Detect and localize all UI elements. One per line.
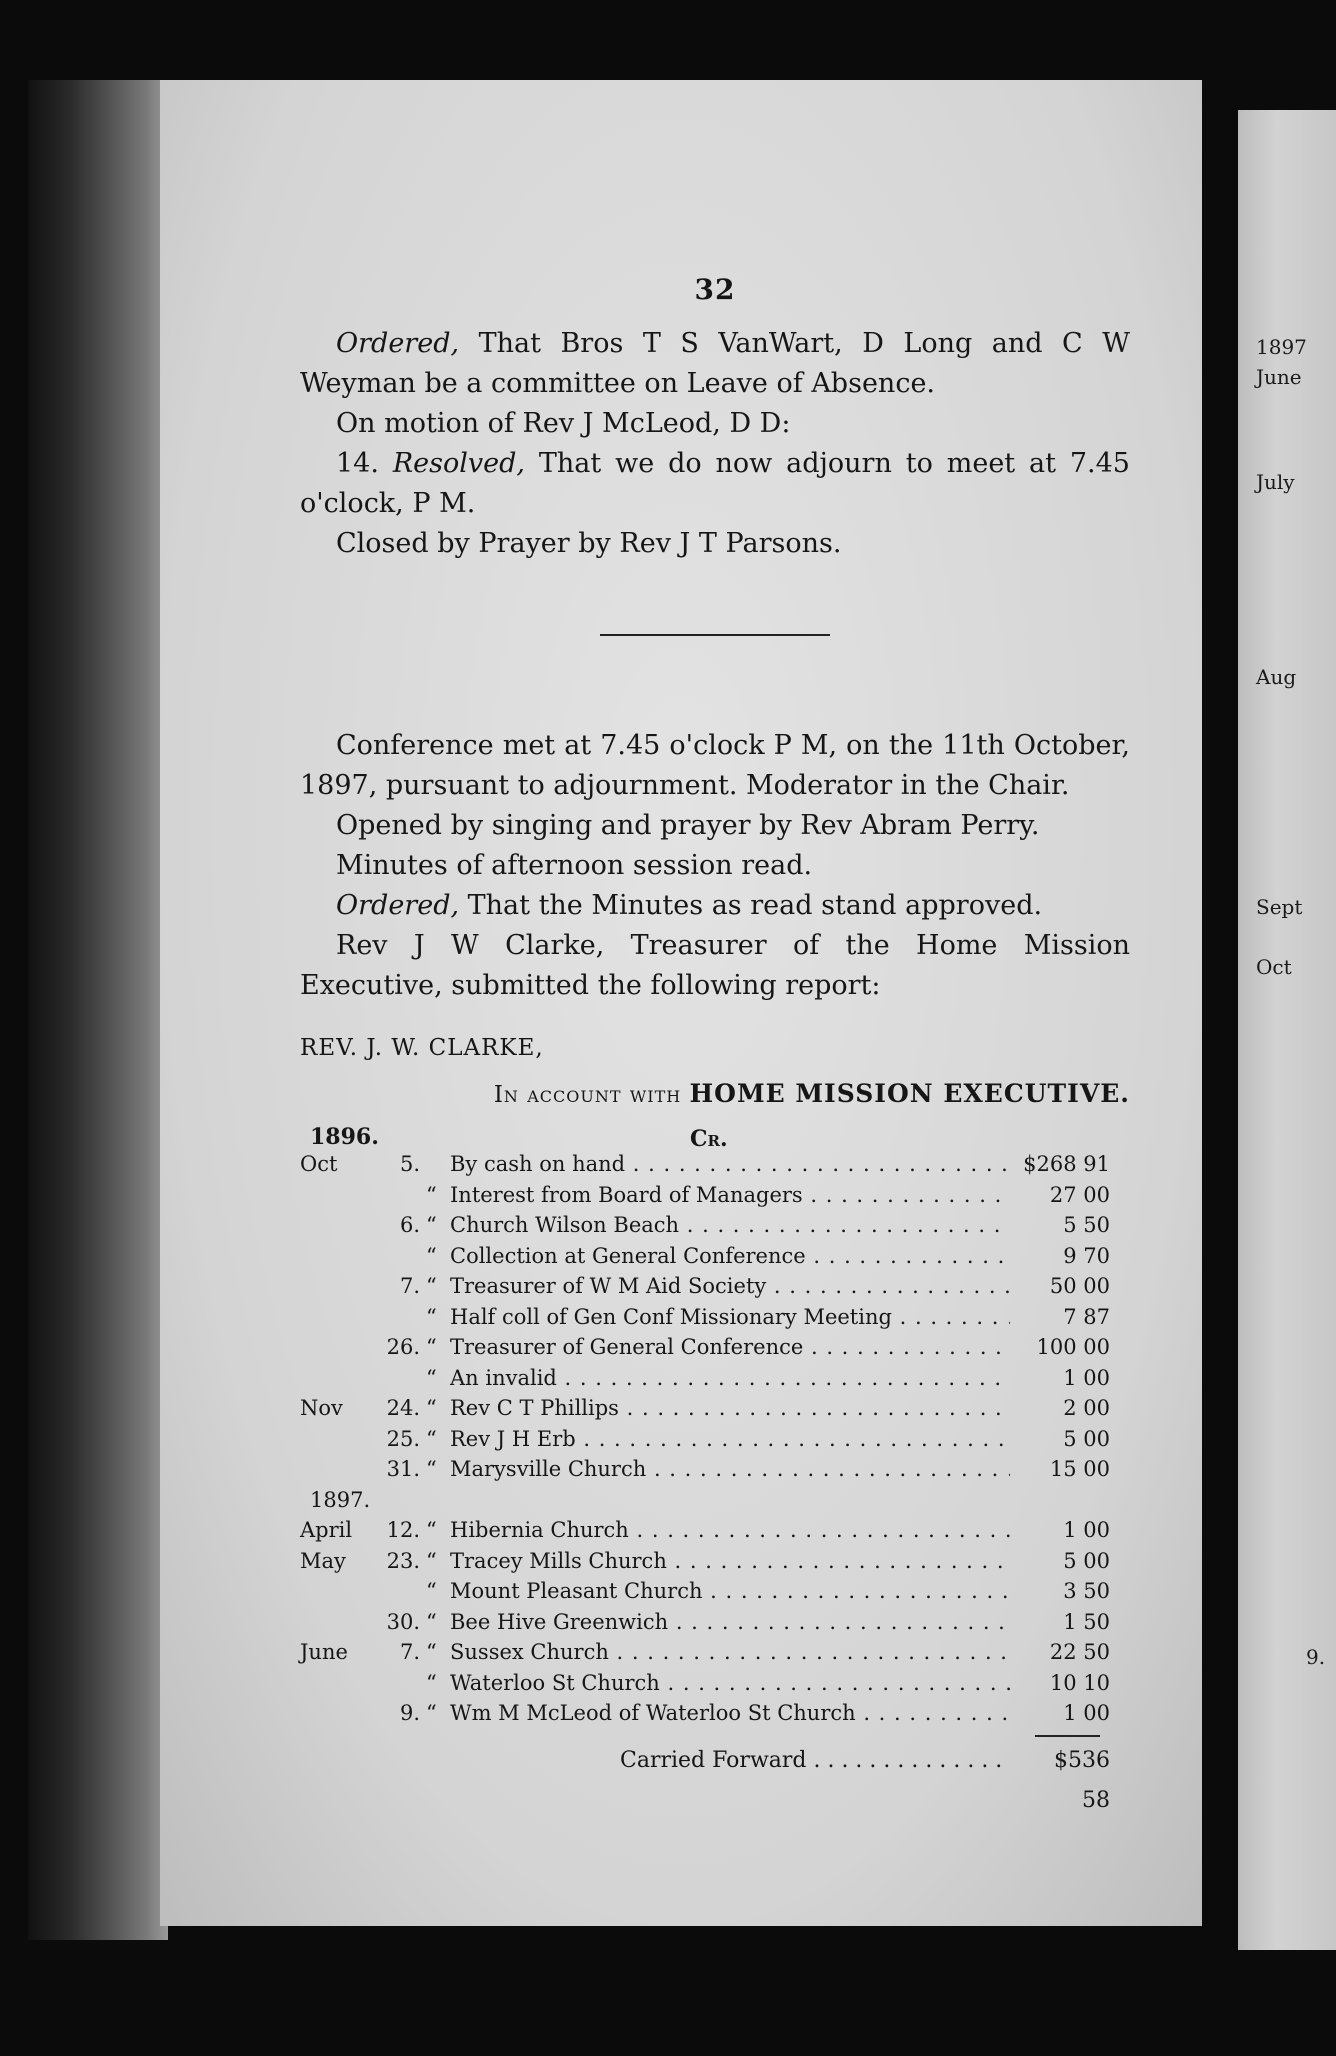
ledger-amount: 1 50 xyxy=(1063,1609,1110,1634)
account-body: HOME MISSION EXECUTIVE. xyxy=(689,1079,1130,1108)
ledger-description: Treasurer of General Conference . . . xyxy=(450,1332,1010,1363)
adjacent-fragment: June xyxy=(1256,365,1302,389)
ledger-day: 12. xyxy=(386,1518,420,1542)
ledger-total xyxy=(300,1741,1130,1813)
ledger-description: Treasurer of W M Aid Society . . . xyxy=(450,1271,1010,1302)
paragraph-text: Rev J W Clarke, Treasurer of the Home Mission Executive, submitted the following report: xyxy=(300,930,1130,1001)
adjacent-fragment: 9. xyxy=(1306,1645,1326,1669)
paragraph-treasurer-report xyxy=(300,926,1130,1006)
italic-lead: Ordered, xyxy=(336,328,460,359)
ledger-description: Waterloo St Church . . . xyxy=(450,1668,1010,1699)
ledger-day: 23. xyxy=(386,1548,420,1573)
ledger-row xyxy=(300,1241,1130,1272)
ledger-row xyxy=(300,1180,1130,1211)
paragraph-text: Conference met at 7.45 o'clock P M, on the 11th October, 1897, pursuant to adjournment. Moderator in the Chair. xyxy=(300,730,1130,801)
paragraph-text: On motion of Rev J McLeod, D D: xyxy=(336,408,791,439)
adjacent-fragment: July xyxy=(1256,470,1295,494)
ledger-row xyxy=(300,1607,1130,1638)
ledger-amount: 1 00 xyxy=(1063,1518,1110,1542)
ledger-row xyxy=(300,1576,1130,1607)
ledger-start-year: 1896. xyxy=(310,1124,379,1150)
ledger-amount: 7 87 xyxy=(1063,1304,1110,1329)
paragraph-conference-met xyxy=(300,726,1130,806)
ledger-amount: 1 00 xyxy=(1063,1701,1110,1725)
ditto-mark: “ xyxy=(426,1213,437,1237)
paragraph-motion xyxy=(300,404,1130,444)
ledger-day: 31. xyxy=(386,1457,420,1481)
ledger-month: Oct xyxy=(300,1152,338,1176)
paragraph-ordered-approved xyxy=(300,886,1130,926)
ledger-amount: 100 00 xyxy=(1036,1335,1110,1359)
ledger-month: Nov xyxy=(300,1396,343,1420)
ledger-amount: 5 00 xyxy=(1063,1426,1110,1451)
paragraph-closed xyxy=(300,524,1130,564)
total-amount: $536 58 xyxy=(1054,1747,1110,1813)
ledger-description: Marysville Church . . . xyxy=(450,1454,1010,1485)
ledger-row xyxy=(300,1363,1130,1394)
ledger-description: Mount Pleasant Church . . . xyxy=(450,1576,1010,1607)
ledger-description: Church Wilson Beach . . . xyxy=(450,1210,1010,1241)
ledger-row xyxy=(300,1454,1130,1485)
ledger-amount: 50 00 xyxy=(1049,1274,1110,1298)
adjacent-fragment: 1897 xyxy=(1256,335,1307,359)
ditto-mark: “ xyxy=(426,1182,437,1207)
ledger-description: Interest from Board of Managers . . . xyxy=(450,1180,1010,1211)
ledger-row xyxy=(300,1424,1130,1455)
italic-lead: Ordered, xyxy=(336,890,460,921)
paragraph-opened xyxy=(300,806,1130,846)
total-label: Carried Forward . . . xyxy=(620,1741,1010,1781)
ditto-mark: “ xyxy=(426,1365,437,1390)
ledger-description: An invalid . . . xyxy=(450,1363,1010,1394)
ditto-mark: “ xyxy=(426,1670,437,1695)
ledger-row xyxy=(300,1393,1130,1424)
ledger-description: Hibernia Church . . . xyxy=(450,1515,1010,1546)
ledger-amount: 5 00 xyxy=(1063,1548,1110,1573)
ditto-mark: “ xyxy=(426,1518,437,1542)
ditto-mark: “ xyxy=(426,1243,437,1268)
ledger-amount: 27 00 xyxy=(1049,1182,1110,1207)
ditto-mark: “ xyxy=(426,1609,437,1634)
ditto-mark: “ xyxy=(426,1274,437,1298)
ledger-amount: $268 91 xyxy=(1023,1152,1110,1176)
ditto-mark: “ xyxy=(426,1701,437,1725)
ledger-description: Sussex Church . . . xyxy=(450,1637,1010,1668)
paragraph-text: Minutes of afternoon session read. xyxy=(336,850,813,881)
adjacent-page-edge xyxy=(1238,110,1336,1950)
ledger-day: 9. xyxy=(399,1701,420,1725)
ledger-day: 24. xyxy=(386,1396,420,1420)
document-page xyxy=(160,80,1202,1926)
total-rule xyxy=(300,1729,1130,1741)
ledger-amount: 9 70 xyxy=(1063,1243,1110,1268)
account-prefix: In account with xyxy=(493,1082,682,1108)
ledger-amount: 10 10 xyxy=(1049,1670,1110,1695)
ledger-rows xyxy=(300,1149,1130,1729)
paragraph-text: That the Minutes as read stand approved. xyxy=(459,890,1043,921)
page-number: 32 xyxy=(694,273,736,306)
ledger-day: 30. xyxy=(386,1609,420,1634)
ledger-row xyxy=(300,1149,1130,1180)
paragraph-text: Opened by singing and prayer by Rev Abram Perry. xyxy=(336,810,1040,841)
section-divider xyxy=(600,634,830,636)
ledger-row xyxy=(300,1302,1130,1333)
ledger-header xyxy=(300,1115,1130,1152)
ledger-description: Tracey Mills Church . . . xyxy=(450,1546,1010,1577)
ditto-mark: “ xyxy=(426,1548,437,1573)
ledger-amount: 3 50 xyxy=(1063,1579,1110,1603)
paragraph-resolved xyxy=(300,444,1130,524)
ledger-day: 7. xyxy=(399,1640,420,1664)
ditto-mark: “ xyxy=(426,1579,437,1603)
ledger-amount: 1 00 xyxy=(1063,1365,1110,1390)
ledger-description: Rev J H Erb . . . xyxy=(450,1424,1010,1455)
ledger-month: May xyxy=(300,1548,346,1573)
paragraph-text: Closed by Prayer by Rev J T Parsons. xyxy=(336,528,842,559)
ditto-mark: “ xyxy=(426,1640,437,1664)
ledger-row xyxy=(300,1271,1130,1302)
ledger-day: 25. xyxy=(386,1426,420,1451)
adjacent-fragment: Sept xyxy=(1256,895,1303,919)
ledger-amount: 15 00 xyxy=(1049,1457,1110,1481)
ledger-row xyxy=(300,1332,1130,1363)
paragraph-ordered-committee xyxy=(300,324,1130,404)
ledger-row xyxy=(300,1698,1130,1729)
paragraph-minutes-read xyxy=(300,846,1130,886)
ledger-amount: 2 00 xyxy=(1063,1396,1110,1420)
ledger-year-row: 1897. xyxy=(310,1487,371,1512)
adjacent-fragment: Aug xyxy=(1256,665,1297,689)
ledger-row xyxy=(300,1515,1130,1546)
paragraph-text: That we do now adjourn to meet at 7.45 o'clock, P M. xyxy=(300,448,1130,519)
paragraph-text: That Bros T S VanWart, D Long and C W Weyman be a committee on Leave of Absence. xyxy=(300,328,1130,399)
account-heading xyxy=(300,1074,1130,1115)
credit-label: Cr. xyxy=(690,1126,728,1152)
ditto-mark: “ xyxy=(426,1457,437,1481)
ledger-description: Wm M McLeod of Waterloo St Church . . . xyxy=(450,1698,1010,1729)
ledger-amount: 5 50 xyxy=(1063,1213,1110,1237)
ledger-row xyxy=(300,1668,1130,1699)
ledger-day: 26. xyxy=(386,1335,420,1359)
ditto-mark: “ xyxy=(426,1304,437,1329)
ledger-month: April xyxy=(300,1518,353,1542)
ditto-mark: “ xyxy=(426,1396,437,1420)
ledger-description: By cash on hand . . . xyxy=(450,1149,1010,1180)
ledger-month: June xyxy=(300,1640,348,1664)
book-spine-shadow xyxy=(28,80,168,1940)
ledger-day: 5. xyxy=(399,1152,420,1176)
resolution-number: 14. xyxy=(336,448,393,479)
ledger-row xyxy=(300,1546,1130,1577)
ledger-description: Half coll of Gen Conf Missionary Meeting . . . xyxy=(450,1302,1010,1333)
ditto-mark: “ xyxy=(426,1426,437,1451)
ledger-description: Bee Hive Greenwich . . . xyxy=(450,1607,1010,1638)
italic-lead: Resolved, xyxy=(392,448,525,479)
ledger-row xyxy=(300,1637,1130,1668)
report-name: REV. J. W. CLARKE, xyxy=(300,1035,544,1061)
adjacent-fragment: Oct xyxy=(1256,955,1292,979)
ditto-mark: “ xyxy=(426,1335,437,1359)
ledger-description: Collection at General Conference . . . xyxy=(450,1241,1010,1272)
ledger-day: 6. xyxy=(399,1213,420,1237)
page-content xyxy=(300,270,1130,1813)
ledger-row xyxy=(300,1210,1130,1241)
ledger-amount: 22 50 xyxy=(1049,1640,1110,1664)
ledger-description: Rev C T Phillips . . . xyxy=(450,1393,1010,1424)
ledger-day: 7. xyxy=(399,1274,420,1298)
